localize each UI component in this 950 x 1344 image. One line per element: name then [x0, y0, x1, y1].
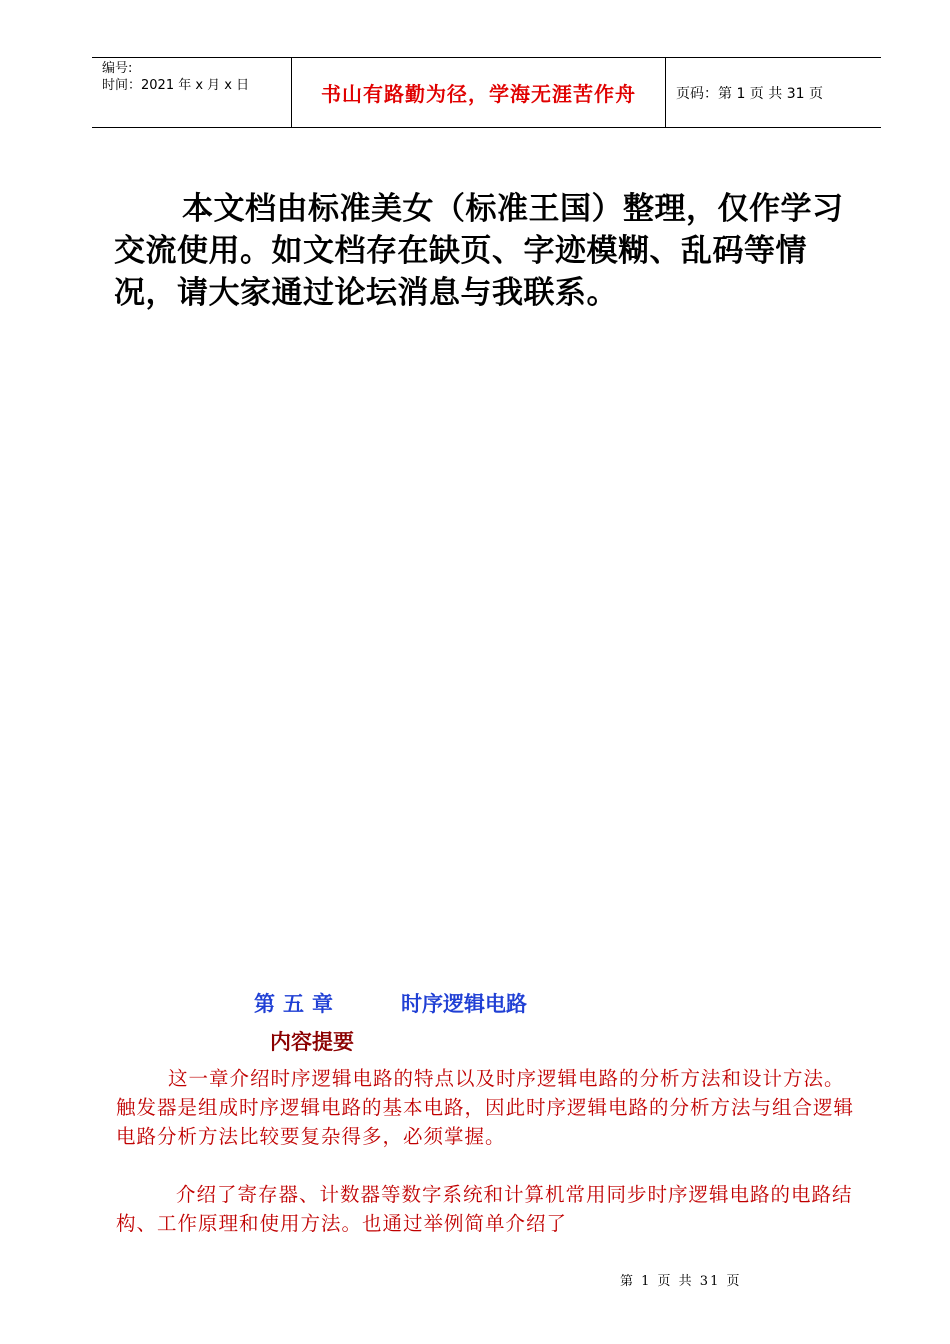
document-number-label: 编号:: [102, 61, 133, 76]
header-meta: [92, 58, 292, 127]
chapter-number: 第五章: [254, 992, 341, 1016]
page-footer: 第 1 页 共 31 页: [620, 1274, 742, 1289]
summary-heading: 内容提要: [270, 1029, 354, 1054]
document-time: 时间：2021 年 x 月 x 日: [102, 78, 250, 93]
chapter-title: [254, 988, 527, 1018]
page-header: [92, 57, 881, 128]
notice-paragraph: 本文档由标准美女（标准王国）整理，仅作学习交流使用。如文档存在缺页、字迹模糊、乱码等情况，请大家通过论坛消息与我联系。: [114, 191, 844, 311]
chapter-name: 时序逻辑电路: [401, 992, 527, 1016]
header-motto: 书山有路勤为径，学海无涯苦作舟: [292, 58, 666, 127]
body-paragraph: 介绍了寄存器、计数器等数字系统和计算机常用同步时序逻辑电路的电路结构、工作原理和使用方法。也通过举例简单介绍了: [116, 1183, 853, 1235]
header-page-info: 页码：第 1 页 共 31 页: [676, 85, 823, 102]
body-paragraph: 这一章介绍时序逻辑电路的特点以及时序逻辑电路的分析方法和设计方法。触发器是组成时序逻辑电路的基本电路，因此时序逻辑电路的分析方法与组合逻辑电路分析方法比较要复杂得多，必须掌握。: [116, 1067, 855, 1148]
